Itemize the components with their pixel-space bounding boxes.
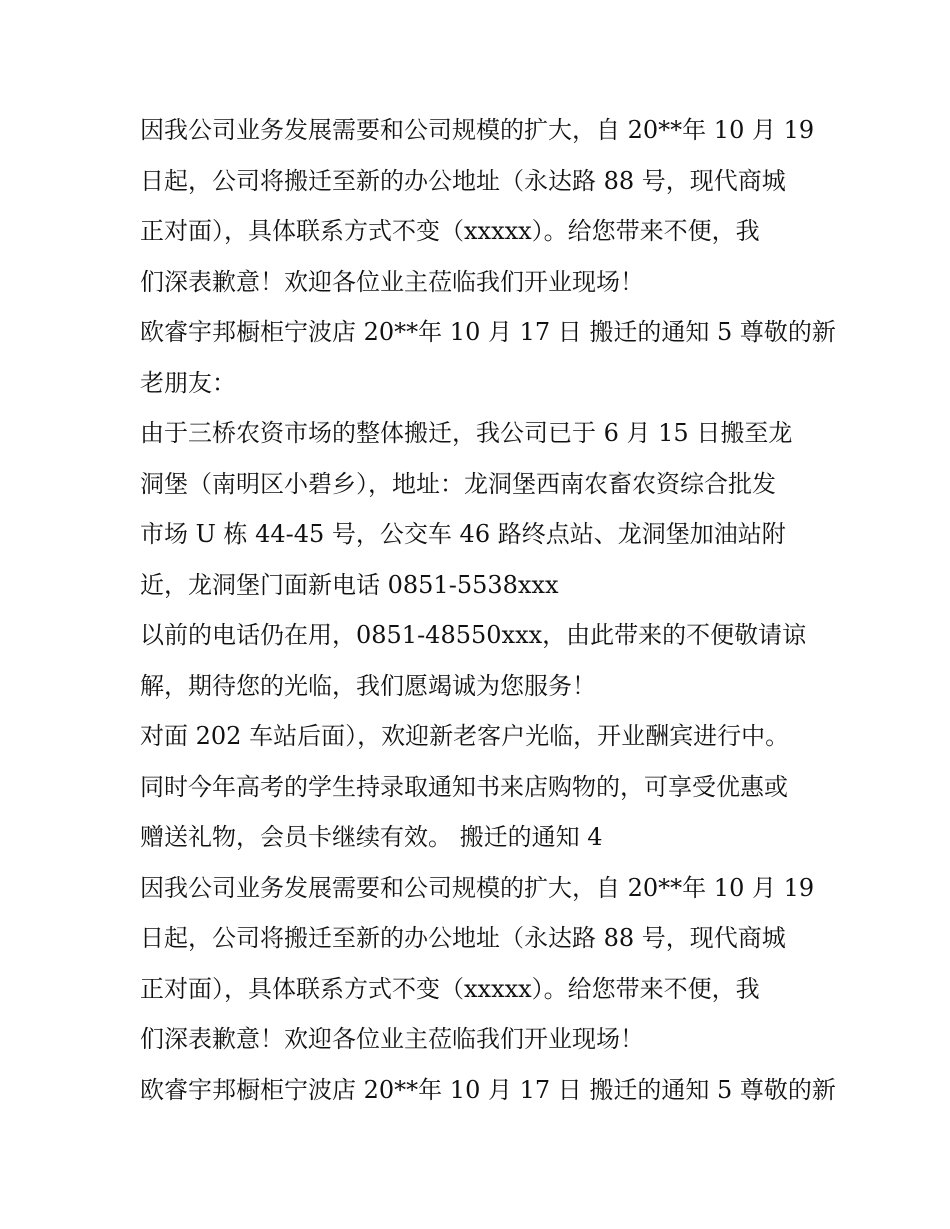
text-line: 对面 202 车站后面），欢迎新老客户光临，开业酬宾进行中。: [140, 722, 790, 750]
text-line: 正对面），具体联系方式不变（xxxxx）。给您带来不便，我: [140, 974, 760, 1003]
text-line: 们深表歉意！欢迎各位业主莅临我们开业现场！: [140, 267, 644, 296]
text-line: 因我公司业务发展需要和公司规模的扩大，自 20**年 10 月 19: [140, 873, 815, 902]
text-line: 赠送礼物，会员卡继续有效。 搬迁的通知 4: [140, 823, 603, 851]
text-line: 日起，公司将搬迁至新的办公地址（永达路 88 号，现代商城: [140, 924, 786, 952]
text-line: 日起，公司将搬迁至新的办公地址（永达路 88 号，现代商城: [140, 166, 786, 195]
text-line: 同时今年高考的学生持录取通知书来店购物的，可享受优惠或: [140, 772, 788, 801]
text-line: 因我公司业务发展需要和公司规模的扩大，自 20**年 10 月 19: [140, 116, 815, 144]
text-line: 们深表歉意！欢迎各位业主莅临我们开业现场！: [140, 1025, 644, 1053]
text-line: 欧睿宇邦橱柜宁波店 20**年 10 月 17 日 搬迁的通知 5 尊敬的新: [140, 318, 836, 346]
text-line: 市场 U 栋 44-45 号，公交车 46 路终点站、龙洞堡加油站附: [140, 520, 786, 548]
text-line: 正对面），具体联系方式不变（xxxxx）。给您带来不便，我: [140, 217, 760, 245]
text-line: 老朋友：: [140, 368, 236, 397]
text-line: 由于三桥农资市场的整体搬迁，我公司已于 6 月 15 日搬至龙: [140, 419, 793, 447]
text-line: 以前的电话仍在用，0851-48550xxx，由此带来的不便敬请谅: [140, 621, 807, 649]
document-body: [140, 105, 836, 1115]
text-line: 洞堡（南明区小碧乡），地址：龙洞堡西南农畜农资综合批发: [140, 469, 776, 498]
text-line: 解，期待您的光临，我们愿竭诚为您服务！: [140, 671, 596, 700]
text-line: 欧睿宇邦橱柜宁波店 20**年 10 月 17 日 搬迁的通知 5 尊敬的新: [140, 1075, 836, 1104]
text-line: 近，龙洞堡门面新电话 0851-5538xxx: [140, 570, 559, 599]
